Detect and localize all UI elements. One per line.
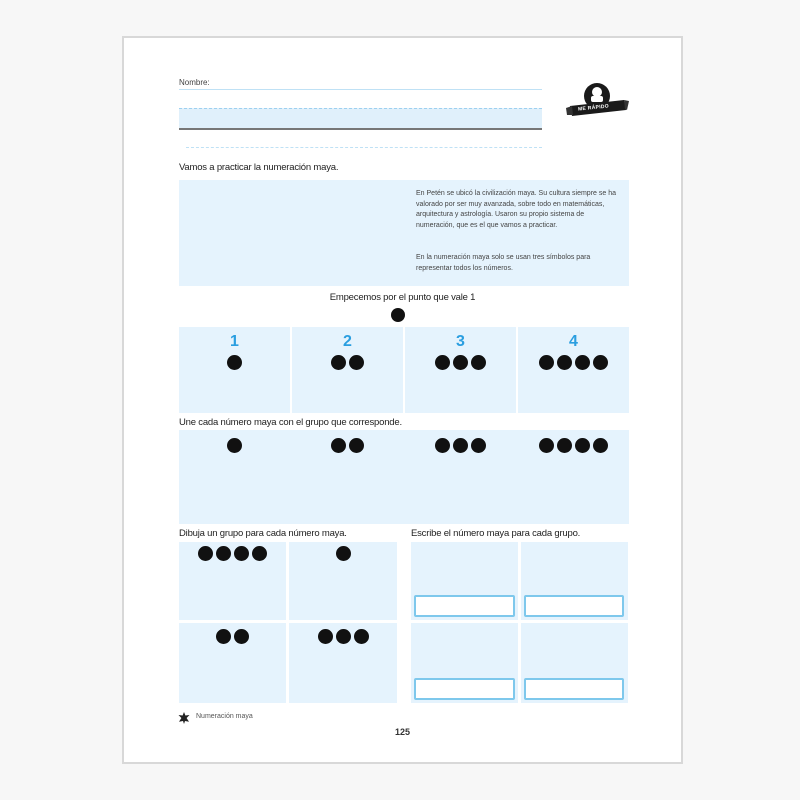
dot-icon bbox=[234, 629, 249, 644]
name-line-dashed bbox=[186, 147, 542, 148]
dot-icon bbox=[557, 438, 572, 453]
dot-symbol-icon bbox=[391, 308, 405, 322]
dot-icon bbox=[318, 629, 333, 644]
write-cell bbox=[521, 623, 628, 703]
intro-paragraph-2: En la numeración maya solo se usan tres símbolos para representar todos los números. bbox=[416, 254, 591, 272]
logo-icon bbox=[564, 80, 630, 118]
number-label: 1 bbox=[230, 333, 239, 350]
number-label: 4 bbox=[569, 333, 578, 350]
intro-panel bbox=[179, 180, 629, 286]
dot-icon bbox=[435, 355, 450, 370]
number-card bbox=[405, 327, 516, 413]
dot-icon bbox=[336, 629, 351, 644]
dot-icon bbox=[453, 438, 468, 453]
dot-icon bbox=[331, 355, 346, 370]
draw-cell[interactable] bbox=[179, 623, 286, 703]
dot-icon bbox=[539, 438, 554, 453]
number-label: 2 bbox=[343, 333, 352, 350]
dot-group bbox=[518, 355, 629, 371]
dot-icon bbox=[575, 355, 590, 370]
dot-icon bbox=[349, 355, 364, 370]
dot-group bbox=[289, 629, 397, 645]
write-cell bbox=[411, 542, 518, 620]
dot-icon bbox=[593, 355, 608, 370]
match-group[interactable] bbox=[292, 438, 403, 454]
dot-icon bbox=[453, 355, 468, 370]
dot-icon bbox=[539, 355, 554, 370]
dot-icon bbox=[354, 629, 369, 644]
dot-icon bbox=[198, 546, 213, 561]
match-group[interactable] bbox=[405, 438, 516, 454]
write-title: Escribe el número maya para cada grupo. bbox=[411, 528, 581, 539]
dot-icon bbox=[252, 546, 267, 561]
dot-icon bbox=[593, 438, 608, 453]
dot-icon bbox=[227, 438, 242, 453]
draw-cell[interactable] bbox=[289, 623, 397, 703]
answer-input[interactable] bbox=[524, 678, 624, 700]
number-label: 3 bbox=[456, 333, 465, 350]
intro-paragraph-1: En Petén se ubicó la civilización maya. Su cultura siempre se ha valorado por ser muy avanzada, sobre todo en matemáticas, arquitectura y astrología. Usaron su propio sistema de numeración, que es el que vamos a practicar. bbox=[416, 190, 616, 229]
section-star-icon bbox=[178, 711, 190, 723]
write-cell bbox=[521, 542, 628, 620]
name-input[interactable] bbox=[179, 108, 542, 130]
numbers-row bbox=[179, 327, 629, 413]
name-label: Nombre: bbox=[179, 78, 210, 87]
dot-icon bbox=[216, 546, 231, 561]
dot-icon bbox=[557, 355, 572, 370]
number-card bbox=[179, 327, 290, 413]
footer-section-name: Numeración maya bbox=[196, 713, 253, 720]
dot-icon bbox=[336, 546, 351, 561]
number-card bbox=[518, 327, 629, 413]
dot-group bbox=[179, 355, 290, 371]
match-group[interactable] bbox=[518, 438, 629, 454]
dot-icon bbox=[216, 629, 231, 644]
dot-icon bbox=[234, 546, 249, 561]
dot-icon bbox=[435, 438, 450, 453]
match-group[interactable] bbox=[179, 438, 290, 454]
dot-group bbox=[179, 629, 286, 645]
answer-input[interactable] bbox=[524, 595, 624, 617]
dot-group bbox=[292, 355, 403, 371]
match-panel[interactable] bbox=[179, 430, 629, 524]
dot-group bbox=[179, 546, 286, 562]
name-line-top bbox=[179, 89, 542, 90]
dot-icon bbox=[349, 438, 364, 453]
dot-icon bbox=[575, 438, 590, 453]
draw-cell[interactable] bbox=[289, 542, 397, 620]
dot-intro-text: Empecemos por el punto que vale 1 bbox=[329, 292, 476, 303]
logo-text: ME RÁPIDO bbox=[577, 103, 610, 113]
match-title: Une cada número maya con el grupo que corresponde. bbox=[179, 417, 402, 428]
number-card bbox=[292, 327, 403, 413]
answer-input[interactable] bbox=[414, 595, 515, 617]
intro-title: Vamos a practicar la numeración maya. bbox=[179, 162, 339, 173]
dot-icon bbox=[331, 438, 346, 453]
dot-group bbox=[405, 355, 516, 371]
draw-cell[interactable] bbox=[179, 542, 286, 620]
worksheet-page bbox=[122, 36, 683, 764]
dot-icon bbox=[471, 355, 486, 370]
dot-group bbox=[289, 546, 397, 562]
write-cell bbox=[411, 623, 518, 703]
draw-title: Dibuja un grupo para cada número maya. bbox=[179, 528, 347, 539]
dot-icon bbox=[471, 438, 486, 453]
page-number: 125 bbox=[394, 727, 411, 737]
dot-icon bbox=[227, 355, 242, 370]
answer-input[interactable] bbox=[414, 678, 515, 700]
logo-badge bbox=[564, 80, 630, 118]
